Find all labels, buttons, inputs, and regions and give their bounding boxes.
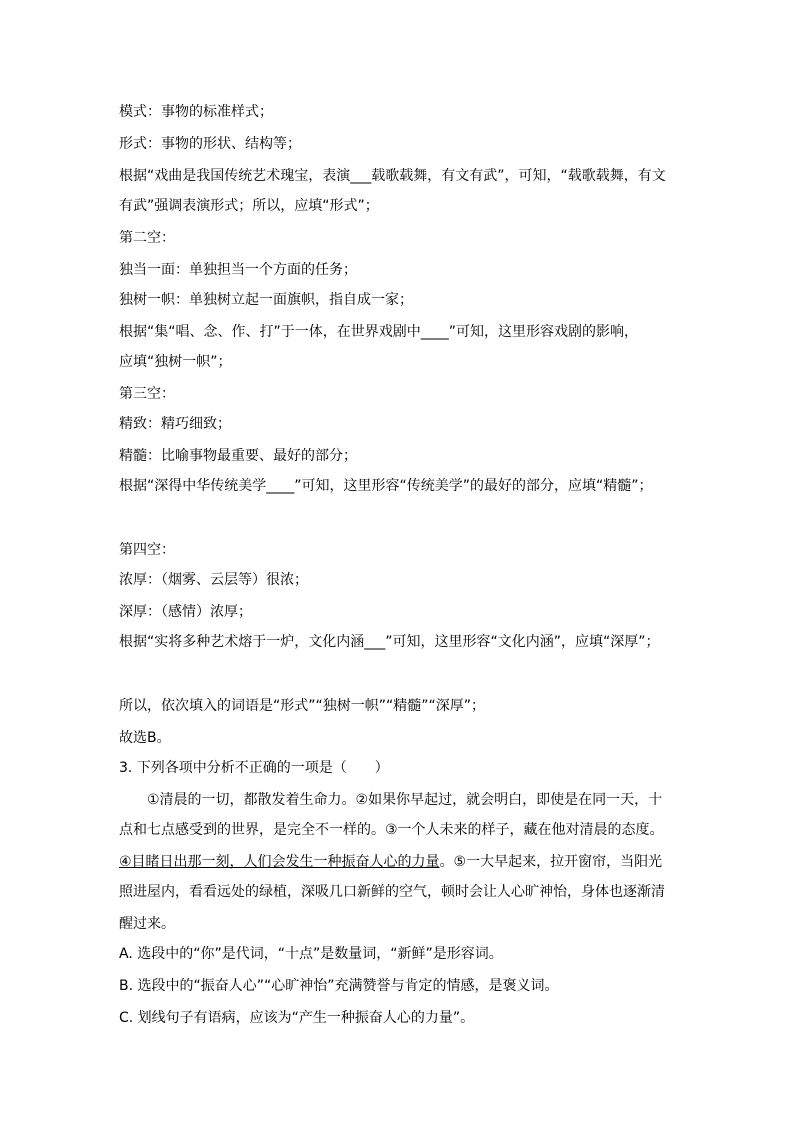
section-heading: 第四空： [119, 542, 175, 558]
passage-text: 。⑤一大早起来，拉开窗帘，当阳光 [439, 854, 663, 870]
passage-line [119, 852, 662, 872]
text-line: 所以，依次填入的词语是“形式”“独树一帜”“精髓”“深厚”； [119, 698, 486, 714]
text-line: 深厚：（感情）浓厚； [119, 604, 252, 620]
text-line: 应填“独树一帜”； [119, 354, 232, 370]
text-line: 独当一面：单独担当一个方面的任务； [119, 262, 357, 278]
text-line: 独树一帜：单独树立起一面旗帜，指自成一家； [119, 292, 413, 308]
option-c: C. 划线句子有语病，应该为“产生一种振奋人心的力量”。 [119, 1010, 475, 1026]
answer-line: 故选B。 [119, 730, 171, 746]
text-line: 精髓：比喻事物最重要、最好的部分； [119, 448, 357, 464]
option-b: B. 选段中的“振奋人心”“心旷神怡”充满赞誉与肯定的情感，是褒义词。 [119, 978, 559, 994]
question-title: 3. 下列各项中分析不正确的一项是（ ） [119, 760, 389, 776]
underlined-sentence: ④目睹日出那一刻，人们会发生一种振奋人心的力量 [119, 854, 440, 870]
text-line: 浓厚：（烟雾、云层等）很浓； [119, 572, 308, 588]
passage-line: ①清晨的一切，都散发着生命力。②如果你早起过，就会明白，即使是在同一天，十 [147, 792, 663, 808]
text-line: 形式：事物的形状、结构等； [119, 136, 301, 152]
text-line: 根据“深得中华传统美学____”可知，这里形容“传统美学”的最好的部分，应填“精髓”； [119, 478, 653, 494]
section-heading: 第二空： [119, 230, 175, 246]
passage-line: 照进屋内，看看远处的绿植，深吸几口新鲜的空气，顿时会让人心旷神怡，身体也逐渐清 [119, 884, 665, 900]
text-line: 有武”强调表演形式；所以，应填“形式”； [119, 198, 379, 214]
section-heading: 第三空： [119, 386, 175, 402]
text-line: 根据“实将多种艺术熔于一炉，文化内涵___”可知，这里形容“文化内涵”，应填“深厚”； [119, 634, 660, 650]
text-line: 模式：事物的标准样式； [119, 104, 273, 120]
text-line: 根据“集“唱、念、作、打”于一体，在世界戏剧中____”可知，这里形容戏剧的影响， [119, 324, 639, 340]
option-a: A. 选段中的“你”是代词，“十点”是数量词，“新鲜”是形容词。 [119, 946, 503, 962]
text-line: 根据“戏曲是我国传统艺术瑰宝，表演___载歌载舞，有文有武”，可知，“载歌载舞，有文 [119, 168, 666, 184]
passage-line: 点和七点感受到的世界，是完全不一样的。③一个人未来的样子，藏在他对清晨的态度。 [119, 822, 664, 838]
passage-line: 醒过来。 [119, 916, 175, 932]
text-line: 精致：精巧细致； [119, 416, 231, 432]
